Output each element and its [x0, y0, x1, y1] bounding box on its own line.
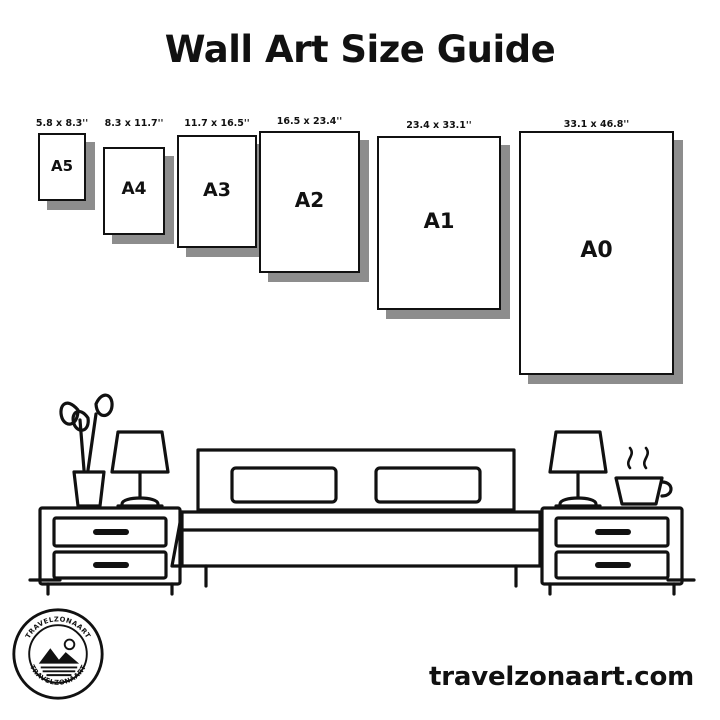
- frame-name-label: A5: [50, 156, 74, 175]
- frame-size-label: 23.4 x 33.1'': [406, 120, 472, 131]
- coffee-cup: [616, 448, 671, 504]
- right-lamp: [550, 432, 606, 506]
- bedroom-illustration: [0, 380, 720, 610]
- frame-size-label: 8.3 x 11.7'': [104, 118, 164, 129]
- right-nightstand: [542, 508, 682, 594]
- bed: [172, 450, 540, 586]
- frame-size-label: 5.8 x 8.3'': [35, 118, 89, 129]
- frame-name-label: A2: [294, 188, 325, 213]
- brand-logo: [10, 606, 106, 702]
- frame-name-label: A4: [121, 179, 147, 200]
- left-lamp: [112, 432, 168, 506]
- frame-name-label: A1: [423, 208, 455, 233]
- logo-brand-top: TRAVELZONAART: [23, 615, 93, 640]
- frame-size-label: 11.7 x 16.5'': [184, 118, 250, 129]
- page-title: Wall Art Size Guide: [164, 28, 556, 71]
- logo-brand-bottom: TRAVELZONAART: [28, 663, 88, 687]
- frame-name-label: A0: [580, 238, 613, 264]
- logo-mountain-scene: [39, 640, 79, 676]
- website-url: travelzonaart.com: [429, 662, 694, 692]
- frame-name-label: A3: [203, 178, 231, 201]
- frame-size-label: 16.5 x 23.4'': [276, 116, 343, 127]
- frame-size-label: 33.1 x 46.8'': [563, 119, 630, 130]
- plant-vase: [61, 395, 112, 506]
